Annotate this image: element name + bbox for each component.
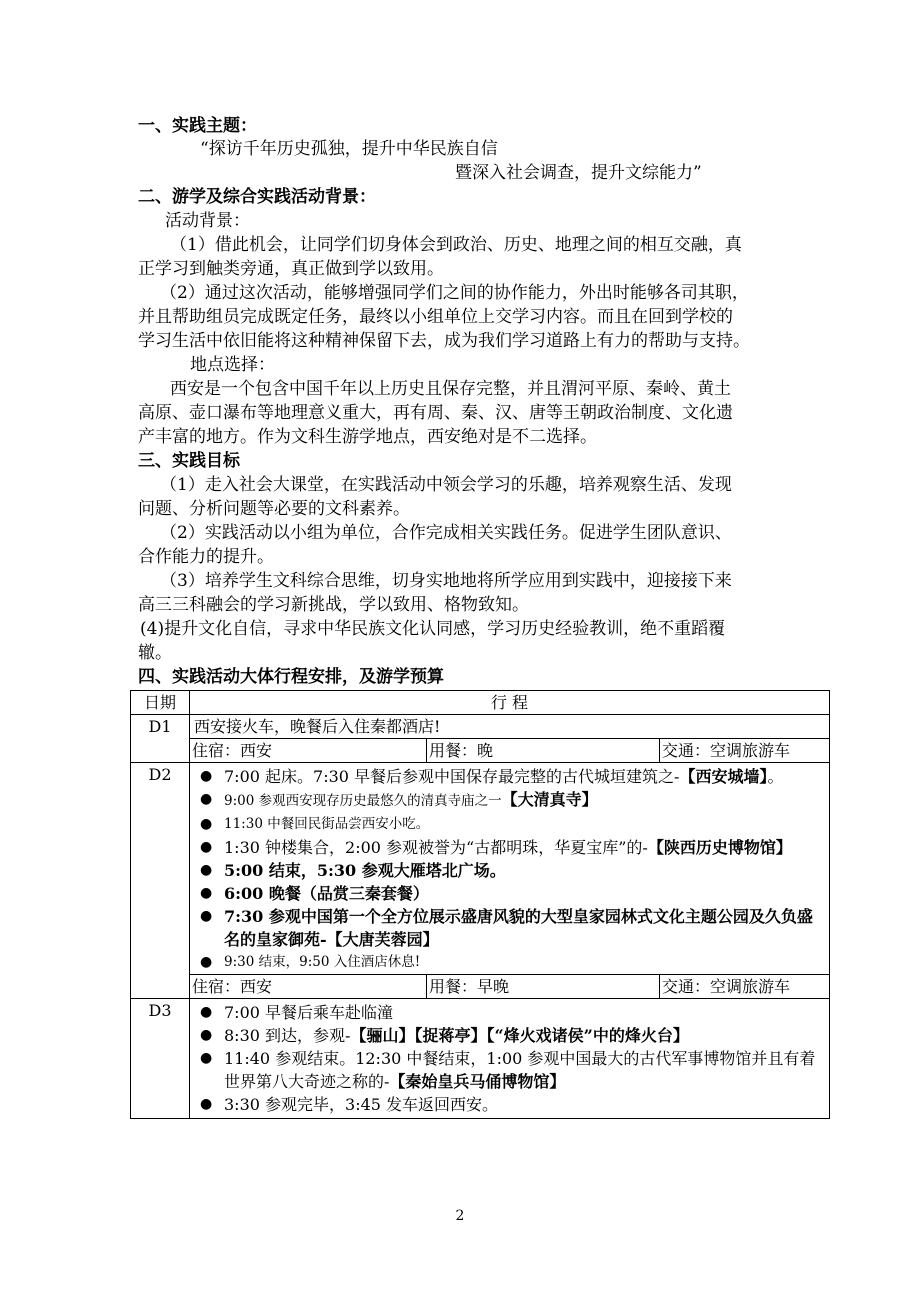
d2-info-table (190, 975, 829, 998)
day-d3: D3 (131, 999, 190, 1119)
table-row-d3 (131, 999, 830, 1119)
d1-meal: 用餐：晚 (427, 739, 660, 762)
list-item: ● 7:00 早餐后乘车赴临潼 (194, 1001, 825, 1024)
list-item: ● 9:30 结束，9:50 入住酒店休息! (194, 951, 825, 974)
d1-info-table (190, 739, 829, 762)
table-row-d2 (131, 763, 830, 975)
list-item: ● 7:30 参观中国第一个全方位展示盛唐风貌的大型皇家园林式文化主题公园及久负盛名的皇家御苑-【大唐芙蓉园】 (194, 905, 825, 951)
bg-para2-line1: （2）通过这次活动，能够增强同学们之间的协作能力，外出时能够各司其职， (160, 283, 749, 303)
header-day: 日期 (131, 691, 190, 715)
background-label: 活动背景： (165, 211, 250, 231)
list-item: ● 7:00 起床。7:30 早餐后参观中国保存最完整的古代城垣建筑之-【西安城墙】。 (194, 765, 825, 788)
bg-para1-line2: 正学习到触类旁通，真正做到学以致用。 (138, 259, 444, 279)
d1-stay: 住宿：西安 (192, 741, 273, 760)
list-item: ● 11:40 参观结束。12:30 中餐结束，1:00 参观中国最大的古代军事博物馆并且有着世界第八大奇迹之称的-【秦始皇兵马俑博物馆】 (194, 1047, 825, 1093)
goal1-line2: 问题、分析问题等必要的文科素养。 (138, 499, 410, 519)
list-item: ● 11:30 中餐回民街品尝西安小吃。 (194, 813, 825, 836)
list-item: ● 5:00 结束，5:30 参观大雁塔北广场。 (194, 859, 825, 882)
loc-para-line1: 西安是一个包含中国千年以上历史且保存完整，并且渭河平原、秦岭、黄土 (170, 379, 731, 399)
list-item: ● 6:00 晚餐（品赏三秦套餐） (194, 882, 825, 905)
table-row-d2-info (131, 975, 830, 999)
list-item: ● 3:30 参观完毕，3:45 发车返回西安。 (194, 1093, 825, 1116)
theme-line-2: 暨深入社会调查，提升文综能力” (455, 163, 702, 183)
bg-para2-line2: 并且帮助组员完成既定任务，最终以小组单位上交学习内容。而且在回到学校的 (138, 307, 733, 327)
day-d1: D1 (131, 715, 190, 763)
section1-heading: 一、实践主题： (138, 116, 257, 136)
list-item: ● 8:30 到达，参观-【骊山】【捉蒋亭】【“烽火戏诸侯”中的烽火台】 (194, 1024, 825, 1047)
bg-para2-line3: 学习生活中依旧能将这种精神保留下去，成为我们学习道路上有力的帮助与支持。 (138, 331, 750, 351)
goal1-line1: （1）走入社会大课堂，在实践活动中领会学习的乐趣，培养观察生活、发现 (160, 475, 732, 495)
d1-transport: 交通：空调旅游车 (660, 739, 830, 762)
table-row-d1 (131, 715, 830, 739)
loc-para-line2: 高原、壶口瀑布等地理意义重大，再有周、秦、汉、唐等王朝政治制度、文化遗 (138, 403, 733, 423)
loc-para-line3: 产丰富的地方。作为文科生游学地点，西安绝对是不二选择。 (138, 427, 597, 447)
goal2-line2: 合作能力的提升。 (138, 547, 274, 567)
goal3-line1: （3）培养学生文科综合思维，切身实地地将所学应用到实践中，迎接接下来 (160, 571, 732, 591)
itinerary-table (130, 690, 830, 1119)
d3-items (194, 1001, 825, 1116)
table-header-row (131, 691, 830, 715)
theme-line-1: “探访千年历史孤独，提升中华民族自信 (200, 139, 498, 159)
goal4-line2: 辙。 (138, 643, 172, 663)
d2-stay: 住宿：西安 (192, 977, 273, 996)
goal2-line1: （2）实践活动以小组为单位，合作完成相关实践任务。促进学生团队意识、 (160, 523, 732, 543)
section4-heading: 四、实践活动大体行程安排，及游学预算 (138, 667, 444, 687)
section2-heading: 二、游学及综合实践活动背景： (138, 187, 376, 207)
d1-text: 西安接火车，晚餐后入住秦都酒店! (190, 715, 830, 739)
goal4-line1: (4)提升文化自信，寻求中华民族文化认同感，学习历史经验教训，绝不重蹈覆 (140, 619, 726, 639)
bg-para1-line1: （1）借此机会，让同学们切身体会到政治、历史、地理之间的相互交融，真 (170, 235, 742, 255)
d2-meal: 用餐：早晚 (427, 975, 660, 998)
section3-heading: 三、实践目标 (138, 451, 240, 471)
day-d2: D2 (131, 763, 190, 999)
header-itinerary: 行 程 (190, 691, 830, 715)
list-item: ● 9:00 参观西安现存历史最悠久的清真寺庙之一【大清真寺】 (194, 788, 825, 813)
list-item: ● 1:30 钟楼集合，2:00 参观被誉为“古都明珠，华夏宝库”的-【陕西历史博物馆】 (194, 836, 825, 859)
table-row-d1-info (131, 739, 830, 763)
goal3-line2: 高三三科融会的学习新挑战，学以致用、格物致知。 (138, 595, 529, 615)
location-label: 地点选择： (190, 355, 275, 375)
page-number: 2 (455, 1208, 465, 1224)
d2-transport: 交通：空调旅游车 (660, 975, 830, 998)
d2-items (194, 765, 825, 974)
